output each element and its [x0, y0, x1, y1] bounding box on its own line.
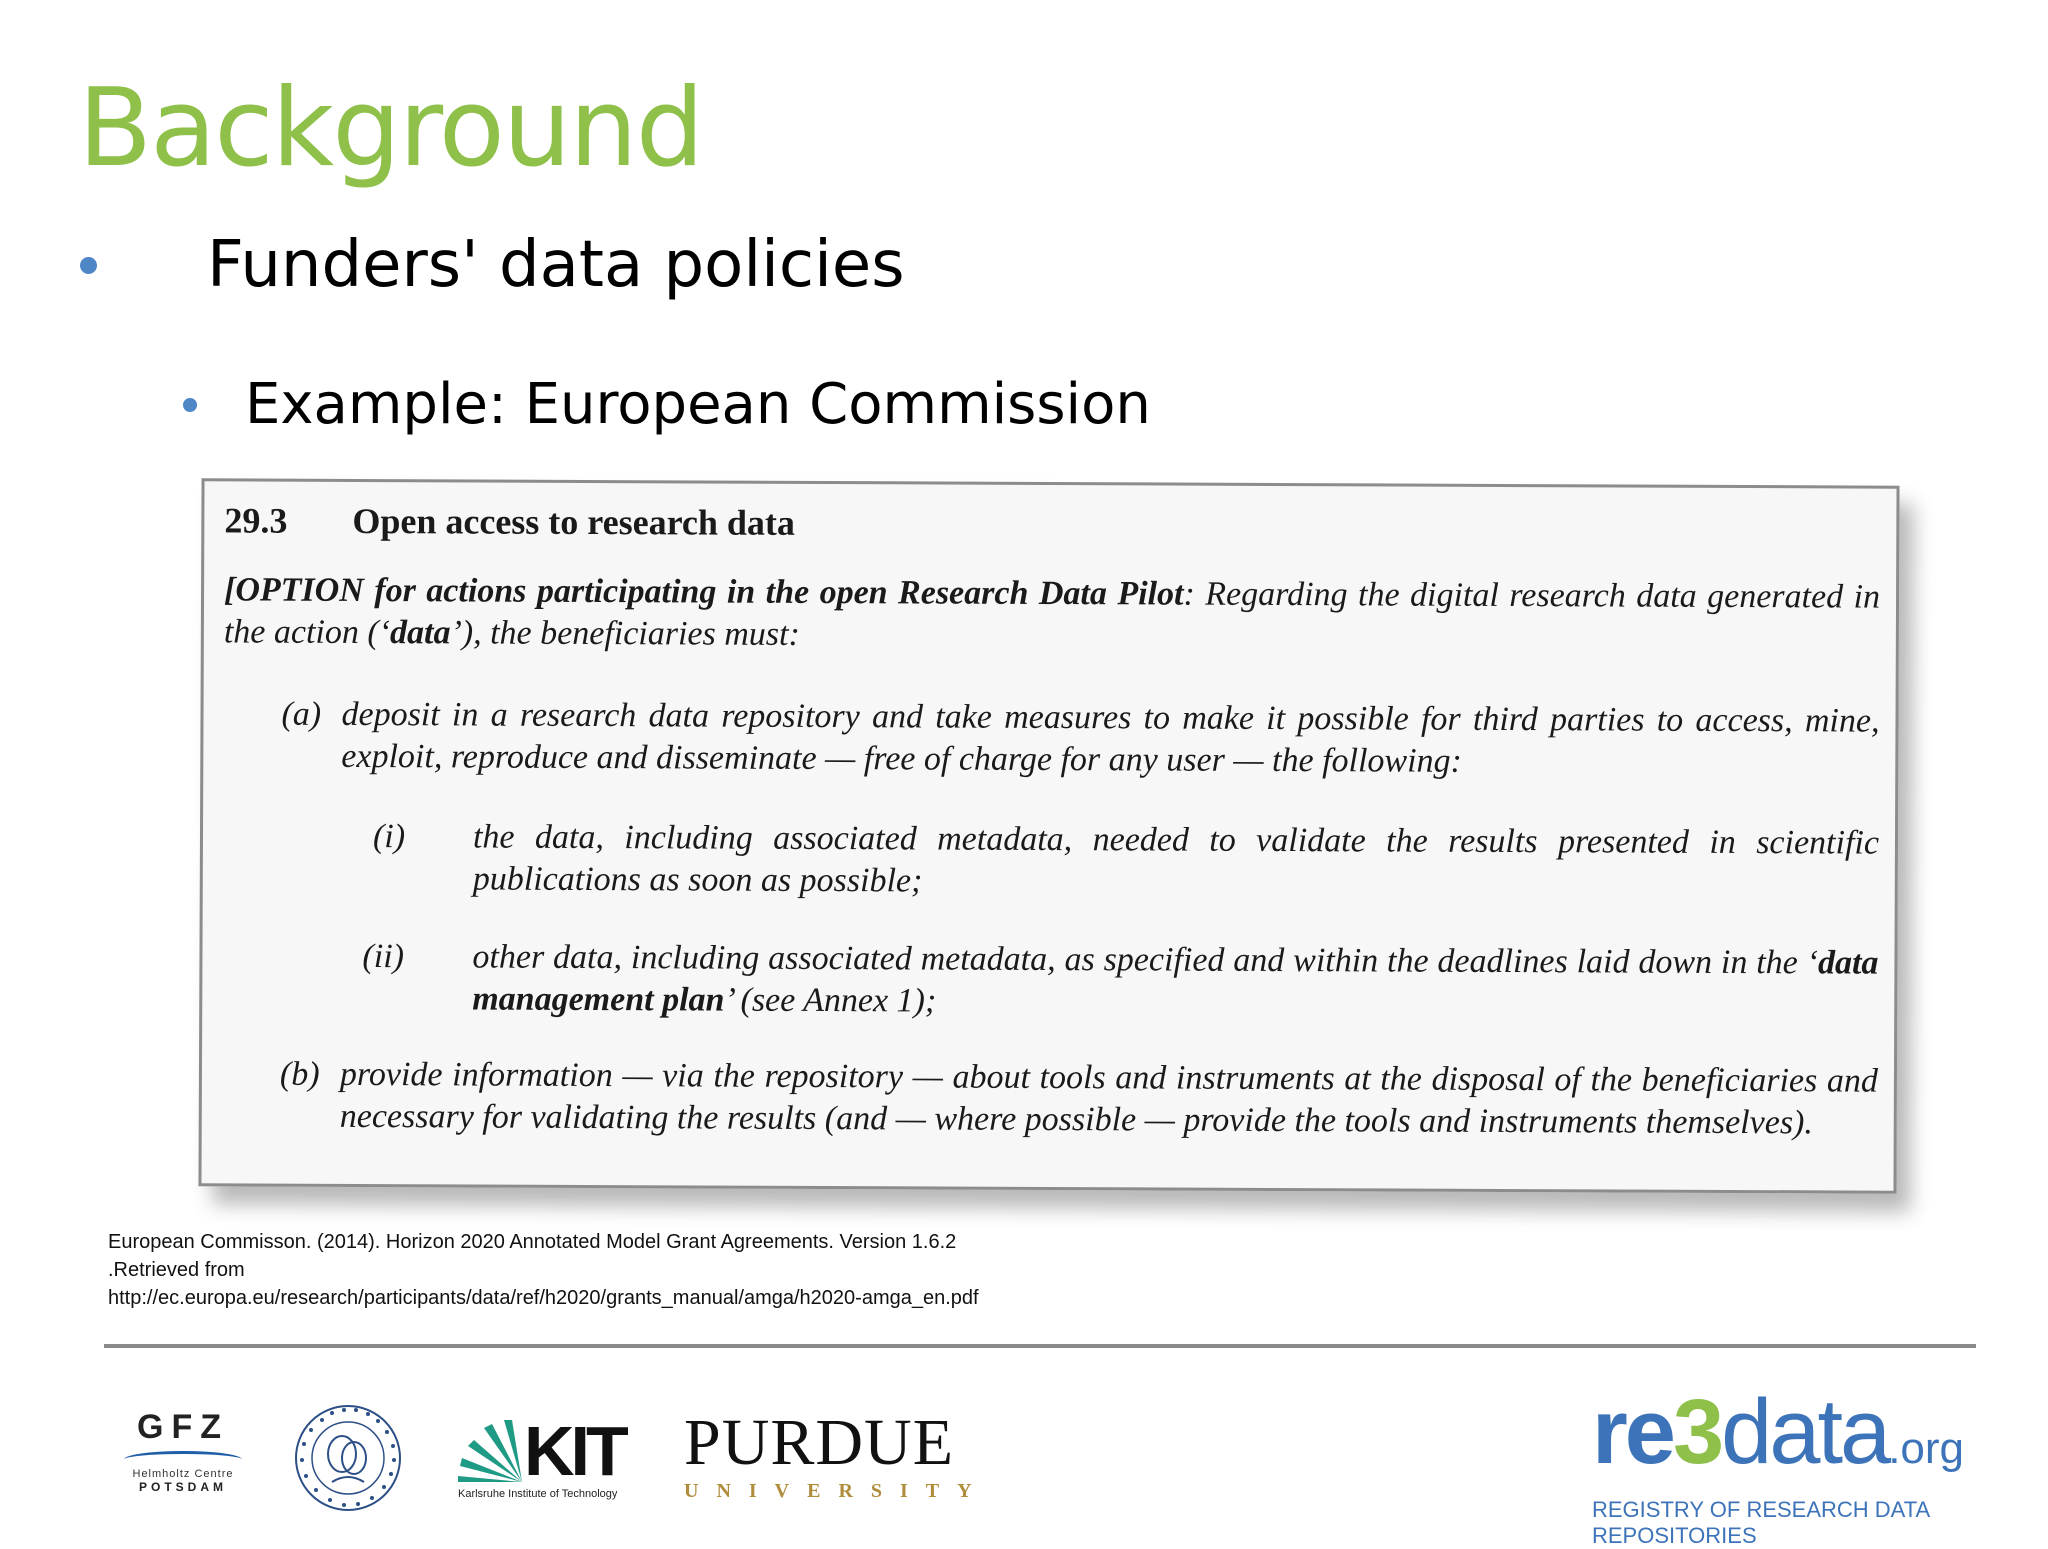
item-text-1: other data, including associated metadata, as specified and within the deadlines laid down in the ‘ [472, 938, 1819, 982]
bullet-dot-icon [183, 398, 197, 412]
intro-data-term: data [389, 614, 451, 652]
citation [108, 1228, 1028, 1312]
bullet-level2 [183, 372, 1151, 437]
item-text: deposit in a research data repository and take measures to make it possible for third parties to access, mine, exploit, reproduce and disseminate — free of charge for any user — the following: [341, 695, 1880, 780]
intro-text-2: ’), the beneficiaries must: [450, 614, 800, 653]
item-label: (b) [279, 1055, 320, 1093]
gfz-subtitle: Helmholtz Centre [132, 1468, 234, 1480]
humboldt-university-seal [292, 1402, 404, 1514]
purdue-subtitle: UNIVERSITY [684, 1480, 990, 1502]
item-label: (a) [281, 695, 322, 733]
item-text: the data, including associated metadata, needed to validate the results presented in scientific publications as soon as possible; [472, 818, 1880, 900]
purdue-wordmark: PURDUE [684, 1406, 955, 1479]
kit-wordmark: KIT [524, 1412, 625, 1490]
re3data-subtitle: REGISTRY OF RESEARCH DATA REPOSITORIES [1592, 1497, 1929, 1548]
section-title: Open access to research data [352, 500, 796, 543]
re3data-logo[interactable] [1592, 1381, 1982, 1549]
slide-title: Background [78, 66, 703, 191]
item-label: (i) [372, 818, 406, 856]
section-heading [224, 499, 795, 543]
gfz-arc-icon [124, 1451, 242, 1468]
re3-part-org: .org [1888, 1424, 1965, 1473]
citation-line: .Retrieved from [108, 1259, 245, 1281]
item-text: provide information — via the repository — about tools and instruments at the disposal of the beneficiaries and necessary for validating the results (and — where possible — provide the tools and instruments themselves). [339, 1055, 1879, 1142]
list-item-i [373, 816, 1879, 907]
intro-paragraph [224, 569, 1880, 660]
kit-subtitle: Karlsruhe Institute of Technology [458, 1488, 618, 1500]
gfz-wordmark: GFZ [137, 1408, 229, 1446]
item-text-2: ’ (see Annex 1); [724, 981, 937, 1020]
gfz-subtitle-2: POTSDAM [139, 1480, 227, 1494]
citation-line: European Commisson. (2014). Horizon 2020 Annotated Model Grant Agreements. Version 1.6.2 [108, 1231, 957, 1253]
re3-part-3: 3 [1672, 1381, 1722, 1483]
dmp-term: data management plan [472, 944, 1879, 1019]
document-excerpt [198, 478, 1899, 1193]
intro-text-1: : Regarding the digital research data generated in the action (‘ [223, 575, 1881, 652]
kit-fan-icon [458, 1418, 524, 1484]
intro-option-text: [OPTION for actions participating in the open Research Data Pilot [223, 571, 1184, 613]
list-item-ii [362, 936, 1878, 1027]
purdue-logo [684, 1406, 990, 1503]
bullet-text: Funders' data policies [207, 228, 905, 302]
gfz-logo [118, 1408, 248, 1494]
bullet-level1 [80, 228, 905, 302]
footer-divider [104, 1344, 1976, 1348]
re3-part-re: re [1592, 1381, 1673, 1483]
re3data-wordmark [1592, 1381, 1982, 1495]
list-item-b [280, 1054, 1878, 1145]
section-number: 29.3 [224, 500, 288, 541]
humboldt-seal-icon [292, 1402, 404, 1514]
list-item-a [281, 694, 1879, 785]
kit-logo [458, 1412, 638, 1500]
re3-part-data: data [1721, 1381, 1889, 1483]
bullet-dot-icon [80, 257, 97, 274]
item-label: (ii) [362, 938, 405, 976]
citation-url: http://ec.europa.eu/research/participants/data/ref/h2020/grants_manual/amga/h2020-amga_en.pdf [108, 1287, 979, 1309]
bullet-text: Example: European Commission [245, 372, 1151, 437]
